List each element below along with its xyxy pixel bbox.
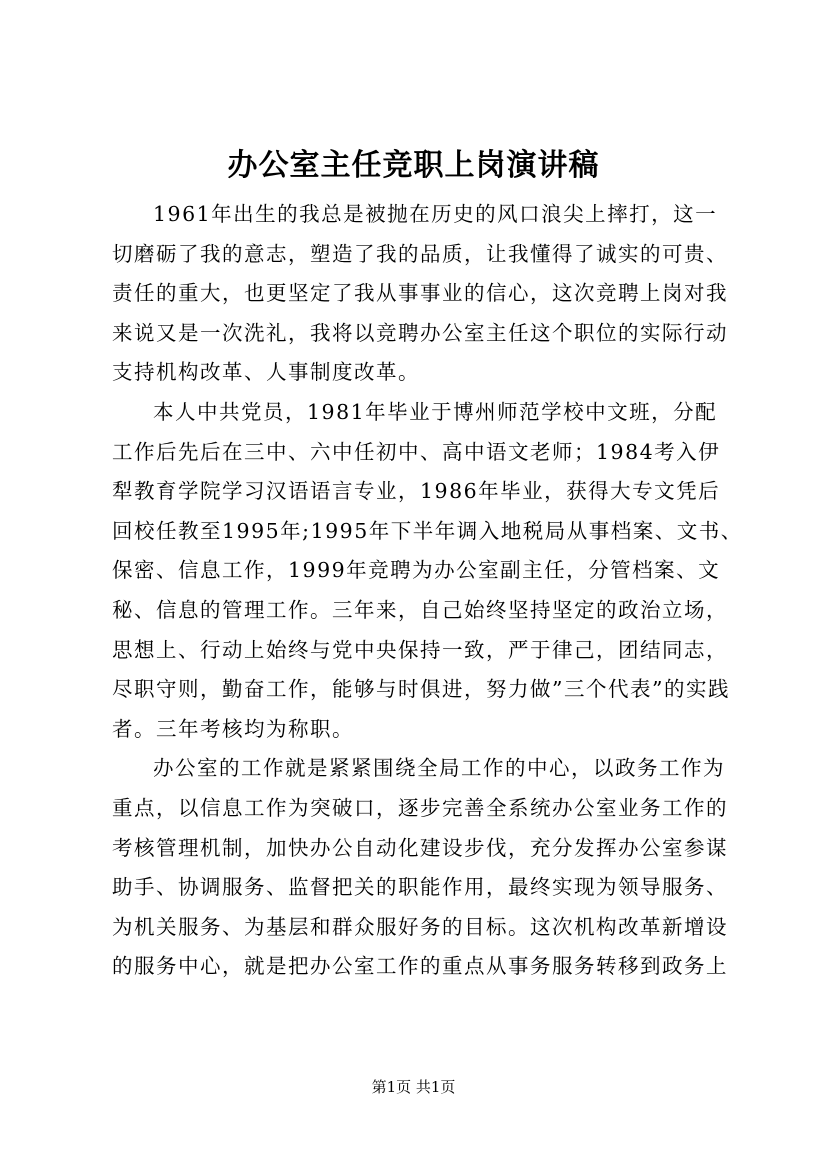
page-footer: 第1页 共1页 [371, 1078, 456, 1096]
text-line: 为机关服务、为基层和群众服好务的目标。这次机构改革新增设 [112, 914, 728, 939]
text-line: 助手、协调服务、监督把关的职能作用，最终实现为领导服务、 [112, 875, 728, 900]
paragraph-2 [112, 393, 743, 749]
text-line: 者。三年考核均为称职。 [112, 716, 354, 741]
text-line: 来说又是一次洗礼，我将以竞聘办公室主任这个职位的实际行动 [112, 320, 728, 345]
text-line: 重点，以信息工作为突破口，逐步完善全系统办公室业务工作的 [112, 795, 728, 820]
paragraph-3 [112, 749, 728, 987]
paragraph-1 [112, 195, 728, 393]
text-line: 本人中共党员，1981年毕业于博州师范学校中文班，分配 [153, 399, 718, 424]
text-line: 回校任教至1995年;1995年下半年调入地税局从事档案、文书、 [112, 518, 743, 543]
document-body [112, 195, 743, 987]
text-line: 1961年出生的我总是被抛在历史的风口浪尖上摔打，这一 [153, 202, 718, 226]
text-line: 保密、信息工作，1999年竞聘为办公室副主任，分管档案、文 [112, 558, 721, 583]
text-line: 责任的重大，也更坚定了我从事事业的信心，这次竞聘上岗对我 [112, 281, 728, 306]
text-line: 切磨砺了我的意志，塑造了我的品质，让我懂得了诚实的可贵、 [112, 241, 728, 266]
text-line: 思想上、行动上始终与党中央保持一致，严于律己，团结同志， [112, 637, 728, 662]
text-line: 工作后先后在三中、六中任初中、高中语文老师；1984考入伊 [112, 439, 721, 464]
document-title: 办公室主任竞职上岗演讲稿 [227, 148, 600, 183]
text-line: 秘、信息的管理工作。三年来，自己始终坚持坚定的政治立场， [112, 597, 728, 622]
text-line: 支持机构改革、人事制度改革。 [112, 360, 420, 385]
text-line: 的服务中心，就是把办公室工作的重点从事务服务转移到政务上 [112, 954, 728, 979]
text-line: 考核管理机制，加快办公自动化建设步伐，充分发挥办公室参谋 [112, 835, 728, 860]
text-line: 办公室的工作就是紧紧围绕全局工作的中心，以政务工作为 [153, 756, 725, 781]
text-line: 尽职守则，勤奋工作，能够与时俱进，努力做”三个代表”的实践 [112, 677, 730, 702]
text-line: 犁教育学院学习汉语语言专业，1986年毕业，获得大专文凭后 [112, 479, 721, 504]
